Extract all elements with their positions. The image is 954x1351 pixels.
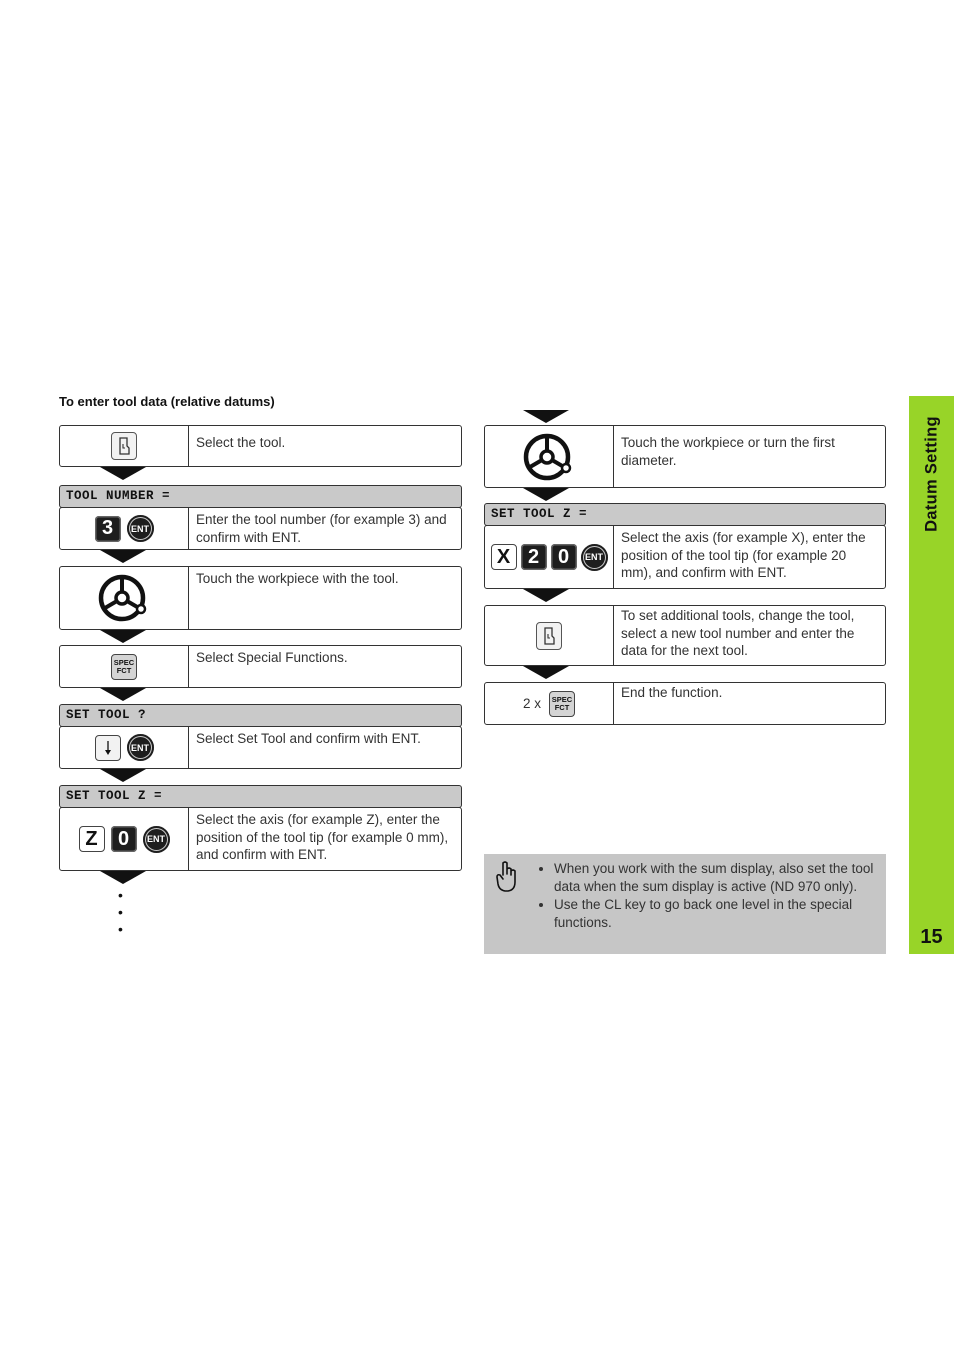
- ent-key[interactable]: ENT: [127, 515, 154, 542]
- continuation-dots: • • •: [118, 887, 123, 937]
- step-description: Select the axis (for example X), enter the position of the tool tip (for example 20 mm), and confirm with ENT.: [621, 530, 866, 580]
- step-set-axis-z: [59, 807, 462, 871]
- tool-key-icon[interactable]: [111, 432, 137, 460]
- flow-arrow: [100, 630, 146, 643]
- key-0[interactable]: 0: [551, 544, 577, 570]
- step-end-function: [484, 682, 886, 725]
- step-additional-tools: [484, 605, 886, 666]
- arrow-down-key[interactable]: [95, 735, 121, 761]
- step-enter-tool-number: [59, 507, 462, 550]
- key-2[interactable]: 2: [521, 544, 547, 570]
- step-description: Select the axis (for example Z), enter the position of the tool tip (for example 0 mm), and confirm with ENT.: [196, 812, 449, 862]
- step-select-set-tool: [59, 726, 462, 769]
- step-description: Touch the workpiece with the tool.: [196, 571, 399, 586]
- flow-arrow: [100, 688, 146, 701]
- axis-z-key[interactable]: Z: [79, 826, 105, 852]
- repeat-count: 2 x: [522, 696, 541, 711]
- step-description: To set additional tools, change the tool, select a new tool number and enter the data for the next tool.: [621, 608, 855, 658]
- axis-x-key[interactable]: X: [491, 544, 517, 570]
- step-description: Enter the tool number (for example 3) and confirm with ENT.: [196, 512, 447, 545]
- step-special-functions: [59, 645, 462, 688]
- flow-arrow: [523, 488, 569, 501]
- key-0[interactable]: 0: [111, 826, 137, 852]
- step-set-axis-x: [484, 525, 886, 589]
- ent-key[interactable]: ENT: [581, 544, 608, 571]
- spec-fct-key[interactable]: SPEC FCT: [549, 691, 575, 717]
- step-touch-workpiece: [59, 566, 462, 630]
- step-description: Select Set Tool and confirm with ENT.: [196, 731, 421, 746]
- section-heading: To enter tool data (relative datums): [59, 394, 275, 409]
- handwheel-icon: [98, 572, 150, 624]
- ent-key[interactable]: ENT: [127, 734, 154, 761]
- note-item: • When you work with the sum display, also set the tool data when the sum display is active (ND 970 only).: [554, 860, 882, 895]
- display-readout: TOOL NUMBER =: [59, 485, 462, 508]
- arrow-down-icon: [103, 740, 113, 756]
- page-number: 15: [920, 926, 943, 948]
- step-select-tool: [59, 425, 462, 467]
- flow-arrow: [523, 589, 569, 602]
- flow-arrow: [100, 550, 146, 563]
- spec-fct-key[interactable]: SPEC FCT: [111, 654, 137, 680]
- key-3[interactable]: 3: [95, 516, 121, 542]
- tool-key-icon[interactable]: [536, 622, 562, 650]
- display-readout: SET TOOL Z =: [484, 503, 886, 526]
- flow-arrow: [523, 666, 569, 679]
- flow-arrow: [100, 467, 146, 480]
- step-description: End the function.: [621, 685, 723, 700]
- note-item: • Use the CL key to go back one level in the special functions.: [554, 896, 882, 931]
- flow-arrow: [100, 769, 146, 782]
- flow-arrow: [100, 871, 146, 884]
- step-description: Touch the workpiece or turn the first diameter.: [621, 435, 835, 468]
- chapter-title: Datum Setting: [922, 416, 940, 532]
- display-readout: SET TOOL Z =: [59, 785, 462, 808]
- step-description: Select Special Functions.: [196, 650, 348, 665]
- note-list: [534, 860, 882, 932]
- chapter-tab: [909, 396, 954, 954]
- note-box: [484, 854, 886, 954]
- ent-key[interactable]: ENT: [143, 826, 170, 853]
- pointing-hand-icon: [494, 860, 520, 894]
- display-readout: SET TOOL ?: [59, 704, 462, 727]
- handwheel-icon: [523, 431, 575, 483]
- step-touch-first-diameter: [484, 425, 886, 488]
- flow-arrow: [523, 410, 569, 423]
- step-description: Select the tool.: [196, 435, 286, 450]
